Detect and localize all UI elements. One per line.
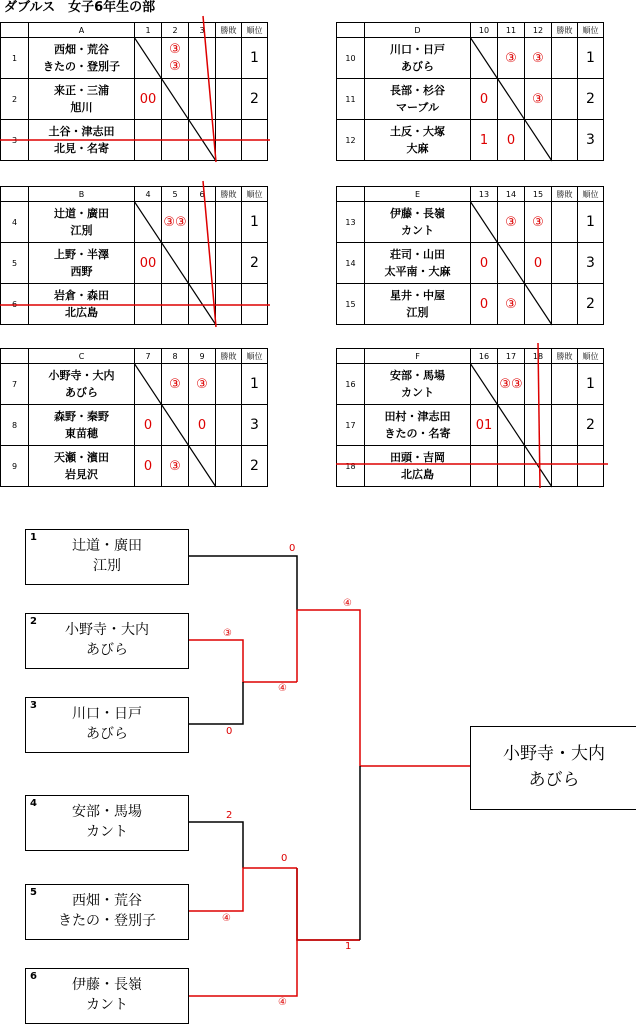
col-number: 13 — [471, 187, 498, 202]
bracket-score: ④ — [278, 997, 287, 1008]
pair-name: 小野寺・大内 あびら — [29, 364, 135, 405]
header-rank: 順位 — [242, 23, 268, 38]
player-number: 11 — [337, 79, 365, 120]
col-number: 15 — [525, 187, 552, 202]
player-number: 15 — [337, 284, 365, 325]
bracket-score: 2 — [226, 810, 233, 821]
pair-name: 岩倉・森田 北広島 — [29, 284, 135, 325]
rank-cell: 1 — [242, 202, 268, 243]
player-number: 4 — [1, 202, 29, 243]
bracket-score: ③ — [223, 628, 232, 639]
bracket-team-6: 6 伊藤・長嶺 カント — [25, 968, 189, 1024]
rank-cell: 2 — [578, 405, 604, 446]
match-score: ③ — [525, 38, 552, 79]
bracket-score: ④ — [343, 598, 352, 609]
match-score: ③③ — [498, 364, 525, 405]
pair-name: 川口・日戸 あびら — [365, 38, 471, 79]
col-number: 16 — [471, 349, 498, 364]
bracket-score: 0 — [281, 853, 288, 864]
col-number: 7 — [135, 349, 162, 364]
pair-name: 来正・三浦 旭川 — [29, 79, 135, 120]
group-id: B — [29, 187, 135, 202]
match-score: 0 — [189, 405, 216, 446]
bracket-score: 0 — [289, 543, 296, 554]
rank-cell: 1 — [242, 364, 268, 405]
header-rank: 順位 — [242, 187, 268, 202]
rank-cell: 1 — [578, 202, 604, 243]
match-score: 0 — [135, 446, 162, 487]
bracket-score: 0 — [226, 726, 233, 737]
page-title: ダブルス 女子6年生の部 — [4, 0, 156, 15]
col-number: 2 — [162, 23, 189, 38]
player-number: 3 — [1, 120, 29, 161]
header-rank: 順位 — [242, 349, 268, 364]
header-result: 勝敗 — [552, 23, 578, 38]
bracket-team-2: 2 小野寺・大内 あびら — [25, 613, 189, 669]
col-number: 4 — [135, 187, 162, 202]
header-rank: 順位 — [578, 187, 604, 202]
match-score: 0 — [498, 120, 525, 161]
rank-cell: 1 — [242, 38, 268, 79]
rank-cell: 1 — [578, 364, 604, 405]
player-number: 18 — [337, 446, 365, 487]
match-score: ③ — [189, 364, 216, 405]
pair-name: 辻道・廣田 江別 — [29, 202, 135, 243]
match-score: 0 — [471, 243, 498, 284]
pair-name: 長部・杉谷 マーブル — [365, 79, 471, 120]
pair-name: 安部・馬場 カント — [365, 364, 471, 405]
pair-name: 土谷・津志田 北見・名寄 — [29, 120, 135, 161]
player-number: 14 — [337, 243, 365, 284]
match-score: ③ — [498, 202, 525, 243]
rank-cell: 1 — [578, 38, 604, 79]
col-number: 8 — [162, 349, 189, 364]
match-score: ③ — [525, 202, 552, 243]
player-number: 12 — [337, 120, 365, 161]
col-number: 18 — [525, 349, 552, 364]
bracket-score: ④ — [222, 913, 231, 924]
bracket-score: ④ — [278, 683, 287, 694]
match-score: 00 — [135, 243, 162, 284]
rank-cell: 2 — [242, 243, 268, 284]
pair-name: 荘司・山田 太平南・大麻 — [365, 243, 471, 284]
rank-cell: 3 — [578, 120, 604, 161]
match-score: ③ — [498, 38, 525, 79]
player-number: 1 — [1, 38, 29, 79]
group-id: C — [29, 349, 135, 364]
col-number: 1 — [135, 23, 162, 38]
bracket-team-4: 4 安部・馬場 カント — [25, 795, 189, 851]
col-number: 10 — [471, 23, 498, 38]
match-score: ③ — [162, 446, 189, 487]
col-number: 14 — [498, 187, 525, 202]
player-number: 8 — [1, 405, 29, 446]
rank-cell: 2 — [242, 446, 268, 487]
col-number: 17 — [498, 349, 525, 364]
pair-name: 星井・中屋 江別 — [365, 284, 471, 325]
player-number: 5 — [1, 243, 29, 284]
rank-cell: 3 — [578, 243, 604, 284]
player-number: 7 — [1, 364, 29, 405]
player-number: 16 — [337, 364, 365, 405]
pair-name: 天瀬・濱田 岩見沢 — [29, 446, 135, 487]
col-number: 3 — [189, 23, 216, 38]
match-score: 0 — [471, 79, 498, 120]
header-result: 勝敗 — [216, 349, 242, 364]
match-score: 1 — [471, 120, 498, 161]
header-result: 勝敗 — [552, 349, 578, 364]
bracket-team-1: 1 辻道・廣田 江別 — [25, 529, 189, 585]
col-number: 12 — [525, 23, 552, 38]
pair-name: 土反・大塚 大麻 — [365, 120, 471, 161]
group-id: F — [365, 349, 471, 364]
match-score: ③ — [162, 364, 189, 405]
player-number: 2 — [1, 79, 29, 120]
player-number: 9 — [1, 446, 29, 487]
group-id: A — [29, 23, 135, 38]
rank-cell: 3 — [242, 405, 268, 446]
player-number: 10 — [337, 38, 365, 79]
match-score: 00 — [135, 79, 162, 120]
pair-name: 伊藤・長嶺 カント — [365, 202, 471, 243]
player-number: 17 — [337, 405, 365, 446]
player-number: 13 — [337, 202, 365, 243]
match-score: ③③ — [162, 202, 189, 243]
match-score: ③ — [525, 79, 552, 120]
pair-name: 上野・半澤 西野 — [29, 243, 135, 284]
group-id: D — [365, 23, 471, 38]
match-score: ③ ③ — [162, 38, 189, 79]
header-result: 勝敗 — [216, 187, 242, 202]
col-number: 11 — [498, 23, 525, 38]
col-number: 5 — [162, 187, 189, 202]
header-rank: 順位 — [578, 23, 604, 38]
header-result: 勝敗 — [552, 187, 578, 202]
group-id: E — [365, 187, 471, 202]
header-rank: 順位 — [578, 349, 604, 364]
match-score: 01 — [471, 405, 498, 446]
bracket-team-5: 5 西畑・荒谷 きたの・登別子 — [25, 884, 189, 940]
match-score: ③ — [498, 284, 525, 325]
pair-name: 田頭・吉岡 北広島 — [365, 446, 471, 487]
rank-cell: 2 — [242, 79, 268, 120]
pair-name: 森野・秦野 東苗穂 — [29, 405, 135, 446]
col-number: 6 — [189, 187, 216, 202]
pair-name: 西畑・荒谷 きたの・登別子 — [29, 38, 135, 79]
pair-name: 田村・津志田 きたの・名寄 — [365, 405, 471, 446]
rank-cell: 2 — [578, 284, 604, 325]
match-score: 0 — [135, 405, 162, 446]
bracket-team-3: 3 川口・日戸 あびら — [25, 697, 189, 753]
champion-box: 小野寺・大内 あびら — [470, 726, 636, 810]
player-number: 6 — [1, 284, 29, 325]
bracket-score: 1 — [345, 941, 352, 952]
rank-cell: 2 — [578, 79, 604, 120]
match-score: 0 — [525, 243, 552, 284]
col-number: 9 — [189, 349, 216, 364]
match-score: 0 — [471, 284, 498, 325]
header-result: 勝敗 — [216, 23, 242, 38]
